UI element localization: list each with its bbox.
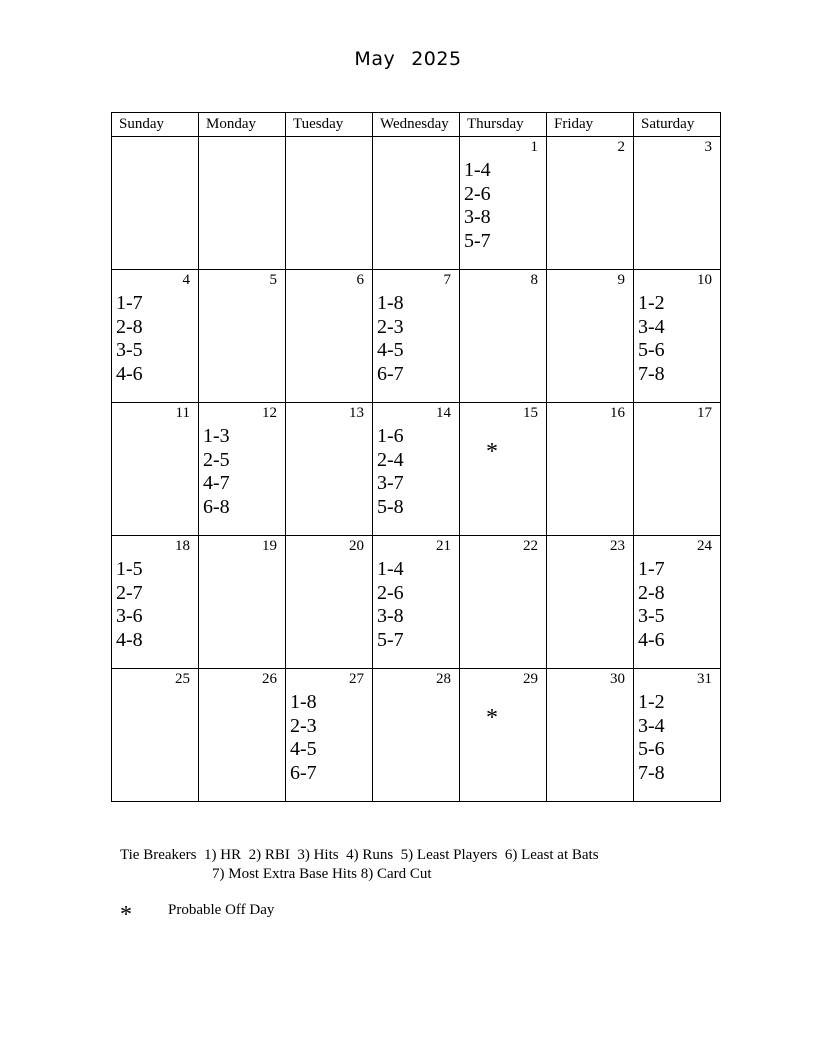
calendar-grid [111,112,721,802]
matchup: 4-5 [377,339,404,361]
weekday-tuesday: Tuesday [286,113,373,137]
matchup: 4-7 [203,472,230,494]
year-label: 2025 [411,48,462,70]
matchup: 2-7 [116,581,143,604]
matchup: 5-7 [464,229,491,252]
day-cell-14 [373,403,460,536]
week-row [112,403,721,536]
matchup: 5-7 [377,628,404,651]
tie-breakers [120,846,599,884]
day-number: 30 [610,671,625,687]
day-number: 4 [182,272,190,288]
matchup: 7-8 [638,362,665,385]
day-number: 9 [617,272,625,288]
legend-text: Probable Off Day [168,902,275,918]
day-number: 24 [697,538,712,554]
day-cell-21 [373,536,460,669]
day-number: 18 [175,538,190,554]
day-cell-9 [547,270,634,403]
day-cell-11 [112,403,199,536]
day-cell-2 [547,137,634,270]
matchup: 1-2 [638,691,665,713]
weekday-header-row [112,113,721,137]
day-cell-8 [460,270,547,403]
matchup-list [116,292,143,386]
day-cell-22 [460,536,547,669]
day-number: 10 [697,272,712,288]
matchup: 3-5 [116,339,143,361]
weekday-thursday: Thursday [460,113,547,137]
day-number: 20 [349,538,364,554]
day-number: 31 [697,671,712,687]
matchup: 1-7 [116,292,143,314]
matchup: 2-8 [638,581,665,604]
matchup: 6-7 [377,362,404,385]
matchup-list [290,691,317,785]
day-cell-3 [634,137,721,270]
matchup-list [638,691,665,785]
matchup: 6-7 [290,761,317,784]
day-number: 27 [349,671,364,687]
week-row [112,536,721,669]
day-number: 1 [530,139,538,155]
day-number: 16 [610,405,625,421]
day-number: 19 [262,538,277,554]
day-number: 28 [436,671,451,687]
day-number: 29 [523,671,538,687]
day-cell-30 [547,669,634,802]
matchup: 2-4 [377,448,404,471]
matchup: 5-6 [638,339,665,361]
day-cell-7 [373,270,460,403]
day-cell-16 [547,403,634,536]
matchup-list [377,558,404,652]
day-cell-1 [460,137,547,270]
page-title [0,48,816,70]
matchup: 4-6 [116,362,143,385]
matchup: 3-5 [638,605,665,627]
day-number: 13 [349,405,364,421]
off-day-asterisk-icon: * [486,705,498,731]
empty-day-cell [199,137,286,270]
day-cell-29 [460,669,547,802]
day-cell-28 [373,669,460,802]
day-cell-31 [634,669,721,802]
matchup: 4-8 [116,628,143,651]
matchup: 1-6 [377,425,404,447]
day-cell-5 [199,270,286,403]
day-number: 3 [704,139,712,155]
day-number: 17 [697,405,712,421]
matchup-list [116,558,143,652]
matchup: 3-4 [638,714,665,737]
matchup: 3-6 [116,605,143,627]
weekday-wednesday: Wednesday [373,113,460,137]
day-number: 2 [617,139,625,155]
empty-day-cell [112,137,199,270]
day-cell-24 [634,536,721,669]
week-row [112,137,721,270]
matchup: 1-4 [377,558,404,580]
matchup: 1-4 [464,159,491,181]
matchup: 7-8 [638,761,665,784]
day-cell-6 [286,270,373,403]
matchup-list [638,558,665,652]
matchup: 2-8 [116,315,143,338]
day-cell-23 [547,536,634,669]
week-row [112,669,721,802]
day-number: 8 [530,272,538,288]
day-number: 14 [436,405,451,421]
day-number: 26 [262,671,277,687]
matchup: 2-6 [464,182,491,205]
day-cell-27 [286,669,373,802]
matchup-list [464,159,491,253]
day-number: 5 [269,272,277,288]
matchup: 3-7 [377,472,404,494]
weekday-sunday: Sunday [112,113,199,137]
matchup-list [203,425,230,519]
day-cell-17 [634,403,721,536]
matchup: 2-3 [290,714,317,737]
matchup: 5-8 [377,495,404,518]
matchup: 1-7 [638,558,665,580]
off-day-asterisk-icon: * [486,439,498,465]
tie-breakers-line-1: Tie Breakers 1) HR 2) RBI 3) Hits 4) Runs 5) Least Players 6) Least at Bats [120,847,599,863]
matchup: 3-4 [638,315,665,338]
day-cell-19 [199,536,286,669]
matchup: 1-8 [290,691,317,713]
day-number: 21 [436,538,451,554]
day-cell-13 [286,403,373,536]
week-row [112,270,721,403]
matchup: 5-6 [638,738,665,760]
day-number: 23 [610,538,625,554]
day-cell-18 [112,536,199,669]
weekday-saturday: Saturday [634,113,721,137]
weekday-friday: Friday [547,113,634,137]
matchup: 6-8 [203,495,230,518]
matchup: 1-2 [638,292,665,314]
day-cell-15 [460,403,547,536]
day-number: 6 [356,272,364,288]
matchup: 3-8 [464,206,491,228]
day-cell-12 [199,403,286,536]
matchup: 3-8 [377,605,404,627]
matchup-list [638,292,665,386]
day-number: 7 [443,272,451,288]
matchup: 1-3 [203,425,230,447]
month-label: May [354,48,396,70]
asterisk-icon: * [120,902,132,928]
matchup-list [377,292,404,386]
day-number: 11 [175,405,190,421]
matchup: 2-5 [203,448,230,471]
matchup: 4-6 [638,628,665,651]
day-cell-25 [112,669,199,802]
matchup: 2-6 [377,581,404,604]
day-number: 12 [262,405,277,421]
matchup: 1-5 [116,558,143,580]
day-cell-4 [112,270,199,403]
day-number: 25 [175,671,190,687]
tie-breakers-line-2: 7) Most Extra Base Hits 8) Card Cut [212,866,432,882]
matchup: 2-3 [377,315,404,338]
empty-day-cell [286,137,373,270]
empty-day-cell [373,137,460,270]
matchup-list [377,425,404,519]
day-number: 15 [523,405,538,421]
day-number: 22 [523,538,538,554]
matchup: 4-5 [290,738,317,760]
matchup: 1-8 [377,292,404,314]
weekday-monday: Monday [199,113,286,137]
day-cell-26 [199,669,286,802]
day-cell-20 [286,536,373,669]
day-cell-10 [634,270,721,403]
